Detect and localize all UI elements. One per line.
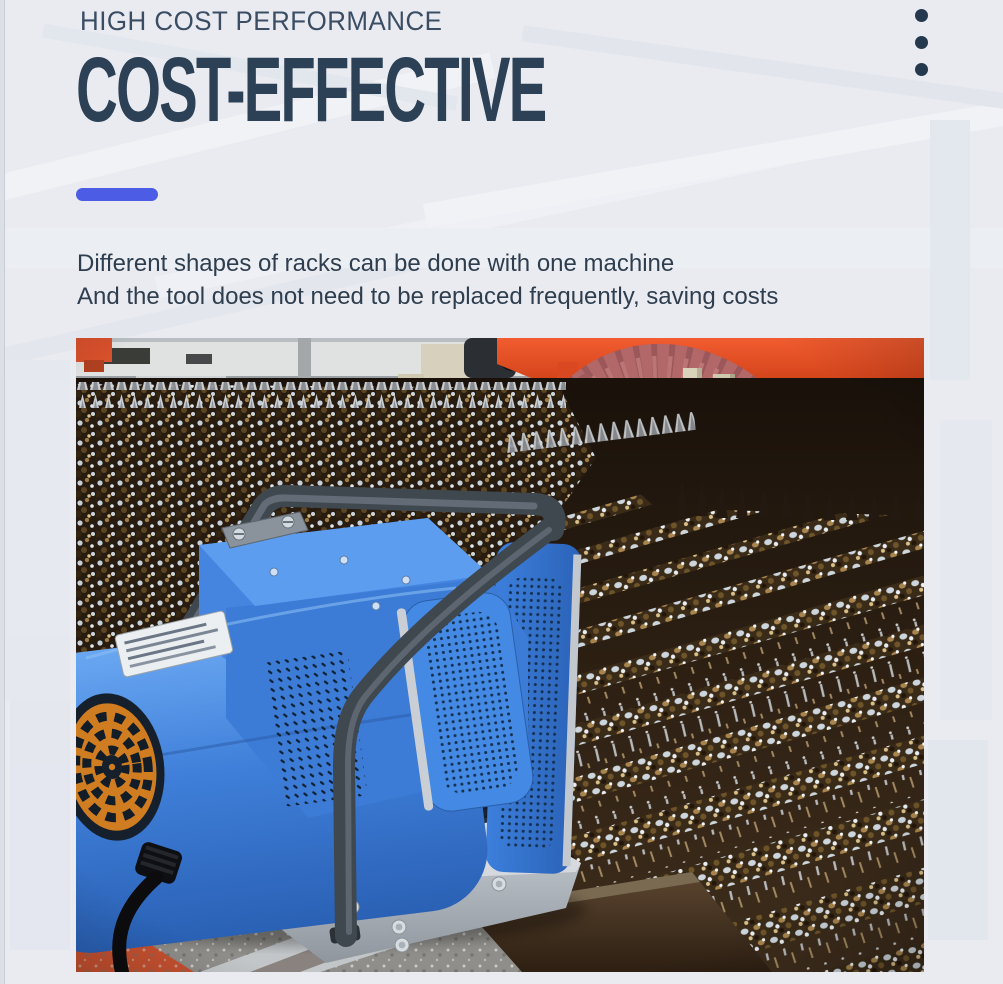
decor-dot: [915, 9, 928, 22]
product-photo: [76, 338, 924, 972]
photo-vignette: [76, 338, 924, 972]
decor-dot: [915, 36, 928, 49]
eyebrow-heading: HIGH COST PERFORMANCE: [80, 6, 443, 36]
description-line-1: Different shapes of racks can be done with one machine: [77, 250, 675, 277]
decor-dots: [915, 9, 928, 76]
left-edge-strip: [0, 0, 5, 984]
decor-dot: [915, 63, 928, 76]
accent-divider: [76, 188, 158, 201]
product-photo-illustration: [76, 338, 924, 972]
page-title: COST-EFFECTIVE: [76, 39, 546, 141]
description-text: [77, 247, 778, 313]
description-line-2: And the tool does not need to be replaced frequently, saving costs: [77, 283, 779, 310]
